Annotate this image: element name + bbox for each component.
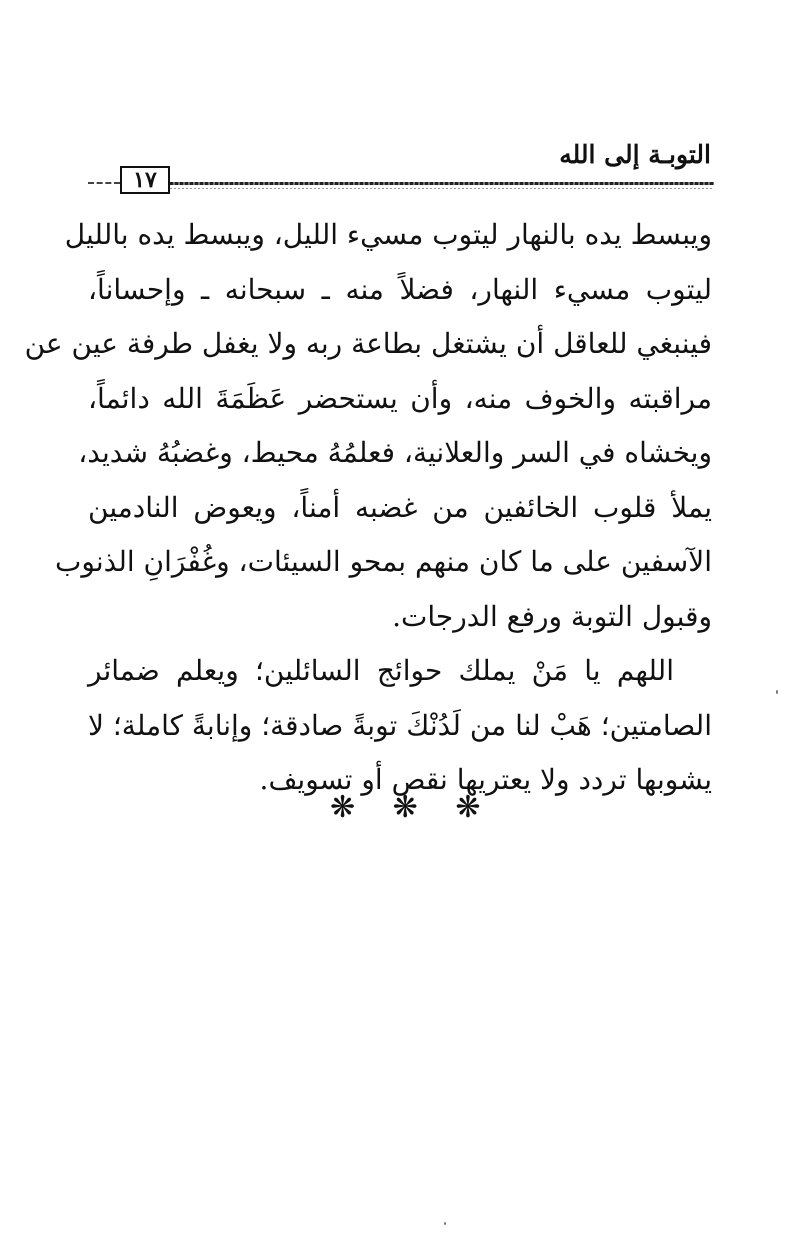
- body-line: فينبغي للعاقل أن يشتغل بطاعة ربه ولا يغفل طرفة عين عن: [24, 327, 712, 360]
- header-rule-left: [88, 182, 120, 184]
- prayer-line: الصامتين؛ هَبْ لنا من لَدُنْكَ توبةً صادقة؛ وإنابةً كاملة؛ لا: [88, 708, 712, 742]
- scan-speck: [444, 1222, 446, 1225]
- body-line: الآسفين على ما كان منهم بمحو السيئات، وغُفْرَانِ الذنوب: [55, 545, 712, 578]
- body-line: ويخشاه في السر والعلانية، فعلمُهُ محيط، وغضبُهُ شديد،: [78, 436, 712, 469]
- header-rule-thin: [170, 188, 714, 189]
- running-header-title: التوبـة إلى الله: [559, 140, 711, 169]
- header-rule: [170, 182, 714, 185]
- body-line: وقبول التوبة ورفع الدرجات.: [392, 599, 712, 633]
- body-text: [24, 208, 712, 808]
- body-line: ليتوب مسيء النهار، فضلاً منه ـ سبحانه ـ وإحساناً،: [88, 272, 712, 306]
- prayer-line: اللهم يا مَنْ يملك حوائج السائلين؛ ويعلم ضمائر: [88, 654, 674, 687]
- section-separator: ❋ ❋ ❋: [330, 790, 495, 825]
- page-number: ١٧: [120, 166, 170, 194]
- scan-speck: [776, 690, 778, 694]
- body-line: مراقبته والخوف منه، وأن يستحضر عَظَمَةَ الله دائماً،: [88, 381, 712, 415]
- body-line: يملأ قلوب الخائفين من غضبه أمناً، ويعوض النادمين: [88, 490, 712, 524]
- prayer-line: يشوبها تردد ولا يعتريها نقص أو تسويف.: [259, 763, 712, 796]
- body-line: ويبسط يده بالنهار ليتوب مسيء الليل، ويبسط يده بالليل: [64, 218, 712, 251]
